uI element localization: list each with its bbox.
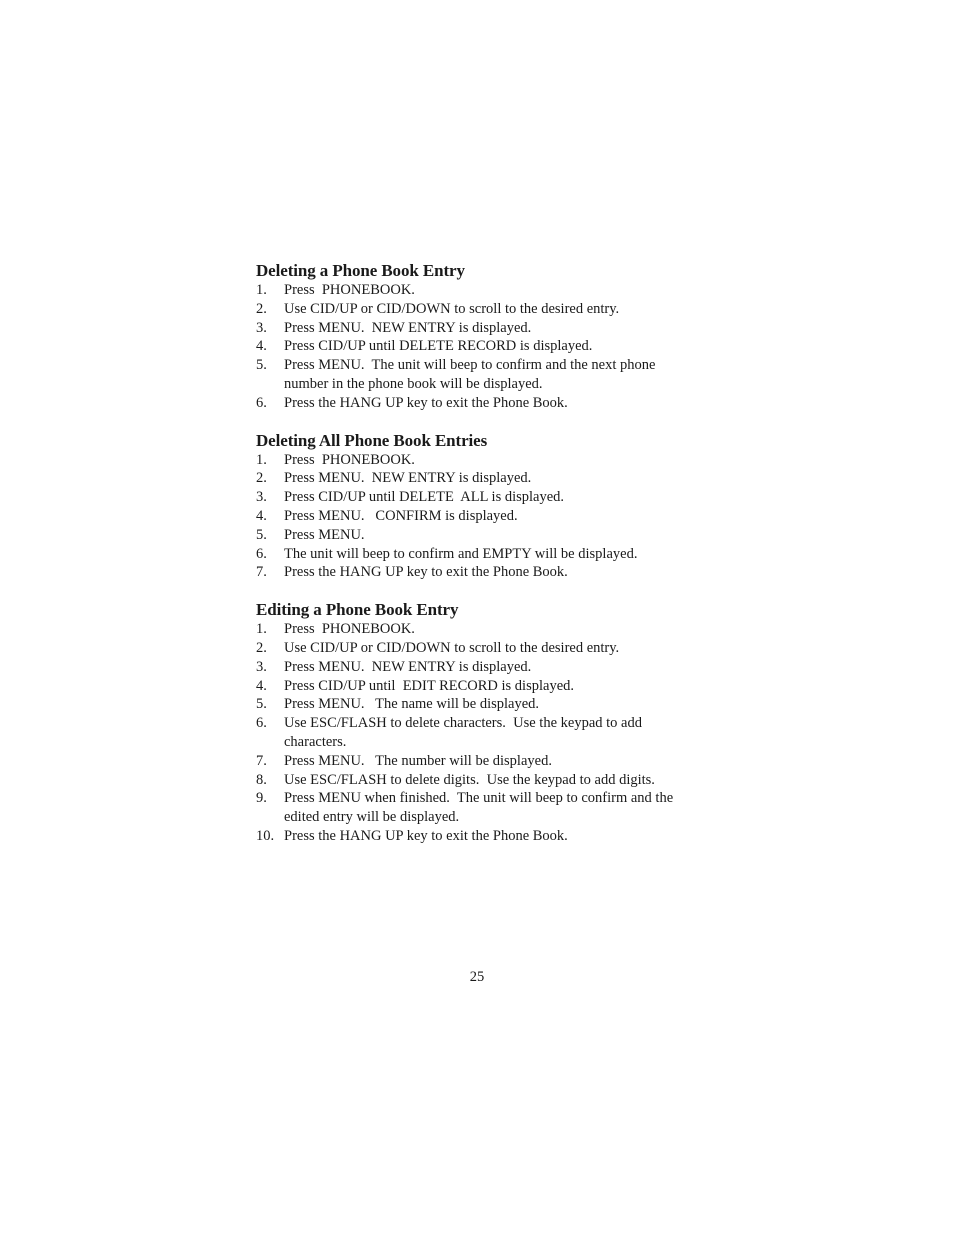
step-number: 4. bbox=[256, 677, 267, 694]
steps-list bbox=[256, 620, 716, 846]
step-number: 4. bbox=[256, 338, 267, 355]
step-number: 3. bbox=[256, 489, 267, 506]
step-text: Press MENU. CONFIRM is displayed. bbox=[284, 507, 518, 524]
step-text: The unit will beep to confirm and EMPTY will be displayed. bbox=[284, 545, 638, 562]
section-title: Deleting a Phone Book Entry bbox=[256, 261, 465, 280]
section-editing-entry bbox=[256, 598, 716, 846]
step-text: Press MENU. The unit will beep to confirm and the next phone number in the phone book will be displayed. bbox=[284, 357, 656, 392]
step-number: 3. bbox=[256, 319, 267, 336]
section-title: Deleting All Phone Book Entries bbox=[256, 430, 488, 450]
step-number: 6. bbox=[256, 394, 267, 411]
step-text: Press MENU when finished. The unit will beep to confirm and the edited entry will be displayed. bbox=[284, 790, 674, 826]
step-text: Press MENU. NEW ENTRY is displayed. bbox=[284, 470, 532, 487]
step-number: 1. bbox=[256, 282, 267, 298]
section-deleting-entry bbox=[256, 259, 716, 413]
list-item bbox=[256, 356, 716, 394]
step-text: Press the HANG UP key to exit the Phone Book. bbox=[284, 564, 568, 581]
list-item bbox=[256, 281, 716, 300]
step-text: Use CID/UP or CID/DOWN to scroll to the desired entry. bbox=[284, 639, 620, 656]
step-text: Use ESC/FLASH to delete characters. Use the keypad to add characters. bbox=[284, 715, 642, 750]
list-item bbox=[256, 451, 716, 470]
list-item bbox=[256, 545, 716, 564]
step-number: 8. bbox=[256, 771, 267, 788]
step-text: Press MENU. NEW ENTRY is displayed. bbox=[284, 658, 532, 675]
list-item bbox=[256, 789, 716, 827]
step-number: 10. bbox=[256, 827, 275, 844]
page-number: 25 bbox=[469, 969, 485, 985]
list-item bbox=[256, 695, 716, 714]
page-content bbox=[256, 259, 716, 846]
list-item bbox=[256, 319, 716, 338]
list-item bbox=[256, 752, 716, 771]
list-item bbox=[256, 827, 716, 846]
step-text: Press PHONEBOOK. bbox=[284, 282, 415, 298]
list-item bbox=[256, 771, 716, 790]
step-text: Press the HANG UP key to exit the Phone Book. bbox=[284, 394, 568, 411]
step-text: Press MENU. NEW ENTRY is displayed. bbox=[284, 319, 532, 336]
step-text: Press MENU. The name will be displayed. bbox=[284, 696, 540, 713]
list-item bbox=[256, 563, 716, 582]
list-item bbox=[256, 488, 716, 507]
list-item bbox=[256, 507, 716, 526]
step-number: 7. bbox=[256, 564, 267, 581]
step-number: 6. bbox=[256, 715, 267, 732]
step-text: Press the HANG UP key to exit the Phone Book. bbox=[284, 827, 568, 844]
step-text: Press CID/UP until EDIT RECORD is displayed. bbox=[284, 677, 575, 694]
step-number: 7. bbox=[256, 752, 267, 769]
step-text: Press MENU. bbox=[284, 526, 365, 543]
step-text: Use CID/UP or CID/DOWN to scroll to the desired entry. bbox=[284, 300, 620, 317]
step-text: Press CID/UP until DELETE RECORD is displayed. bbox=[284, 338, 593, 355]
steps-list bbox=[256, 281, 716, 413]
step-number: 5. bbox=[256, 696, 267, 713]
list-item bbox=[256, 469, 716, 488]
step-number: 1. bbox=[256, 451, 267, 468]
step-number: 2. bbox=[256, 639, 267, 656]
list-item bbox=[256, 677, 716, 696]
step-number: 1. bbox=[256, 621, 267, 638]
step-number: 9. bbox=[256, 790, 267, 807]
list-item bbox=[256, 658, 716, 677]
list-item bbox=[256, 337, 716, 356]
step-text: Press CID/UP until DELETE ALL is displayed. bbox=[284, 489, 565, 506]
list-item bbox=[256, 394, 716, 413]
step-text: Press PHONEBOOK. bbox=[284, 451, 415, 468]
step-number: 5. bbox=[256, 526, 267, 543]
step-number: 3. bbox=[256, 658, 267, 675]
steps-list bbox=[256, 451, 716, 583]
list-item bbox=[256, 620, 716, 639]
step-number: 2. bbox=[256, 470, 267, 487]
list-item bbox=[256, 300, 716, 319]
list-item bbox=[256, 639, 716, 658]
step-number: 6. bbox=[256, 545, 267, 562]
step-text: Press MENU. The number will be displayed. bbox=[284, 752, 552, 769]
step-text: Use ESC/FLASH to delete digits. Use the keypad to add digits. bbox=[284, 771, 655, 788]
section-title: Editing a Phone Book Entry bbox=[256, 600, 459, 620]
section-deleting-all-entries bbox=[256, 429, 716, 583]
list-item bbox=[256, 714, 716, 752]
step-number: 4. bbox=[256, 507, 267, 524]
list-item bbox=[256, 526, 716, 545]
step-text: Press PHONEBOOK. bbox=[284, 621, 415, 638]
step-number: 5. bbox=[256, 357, 267, 374]
step-number: 2. bbox=[256, 300, 267, 317]
